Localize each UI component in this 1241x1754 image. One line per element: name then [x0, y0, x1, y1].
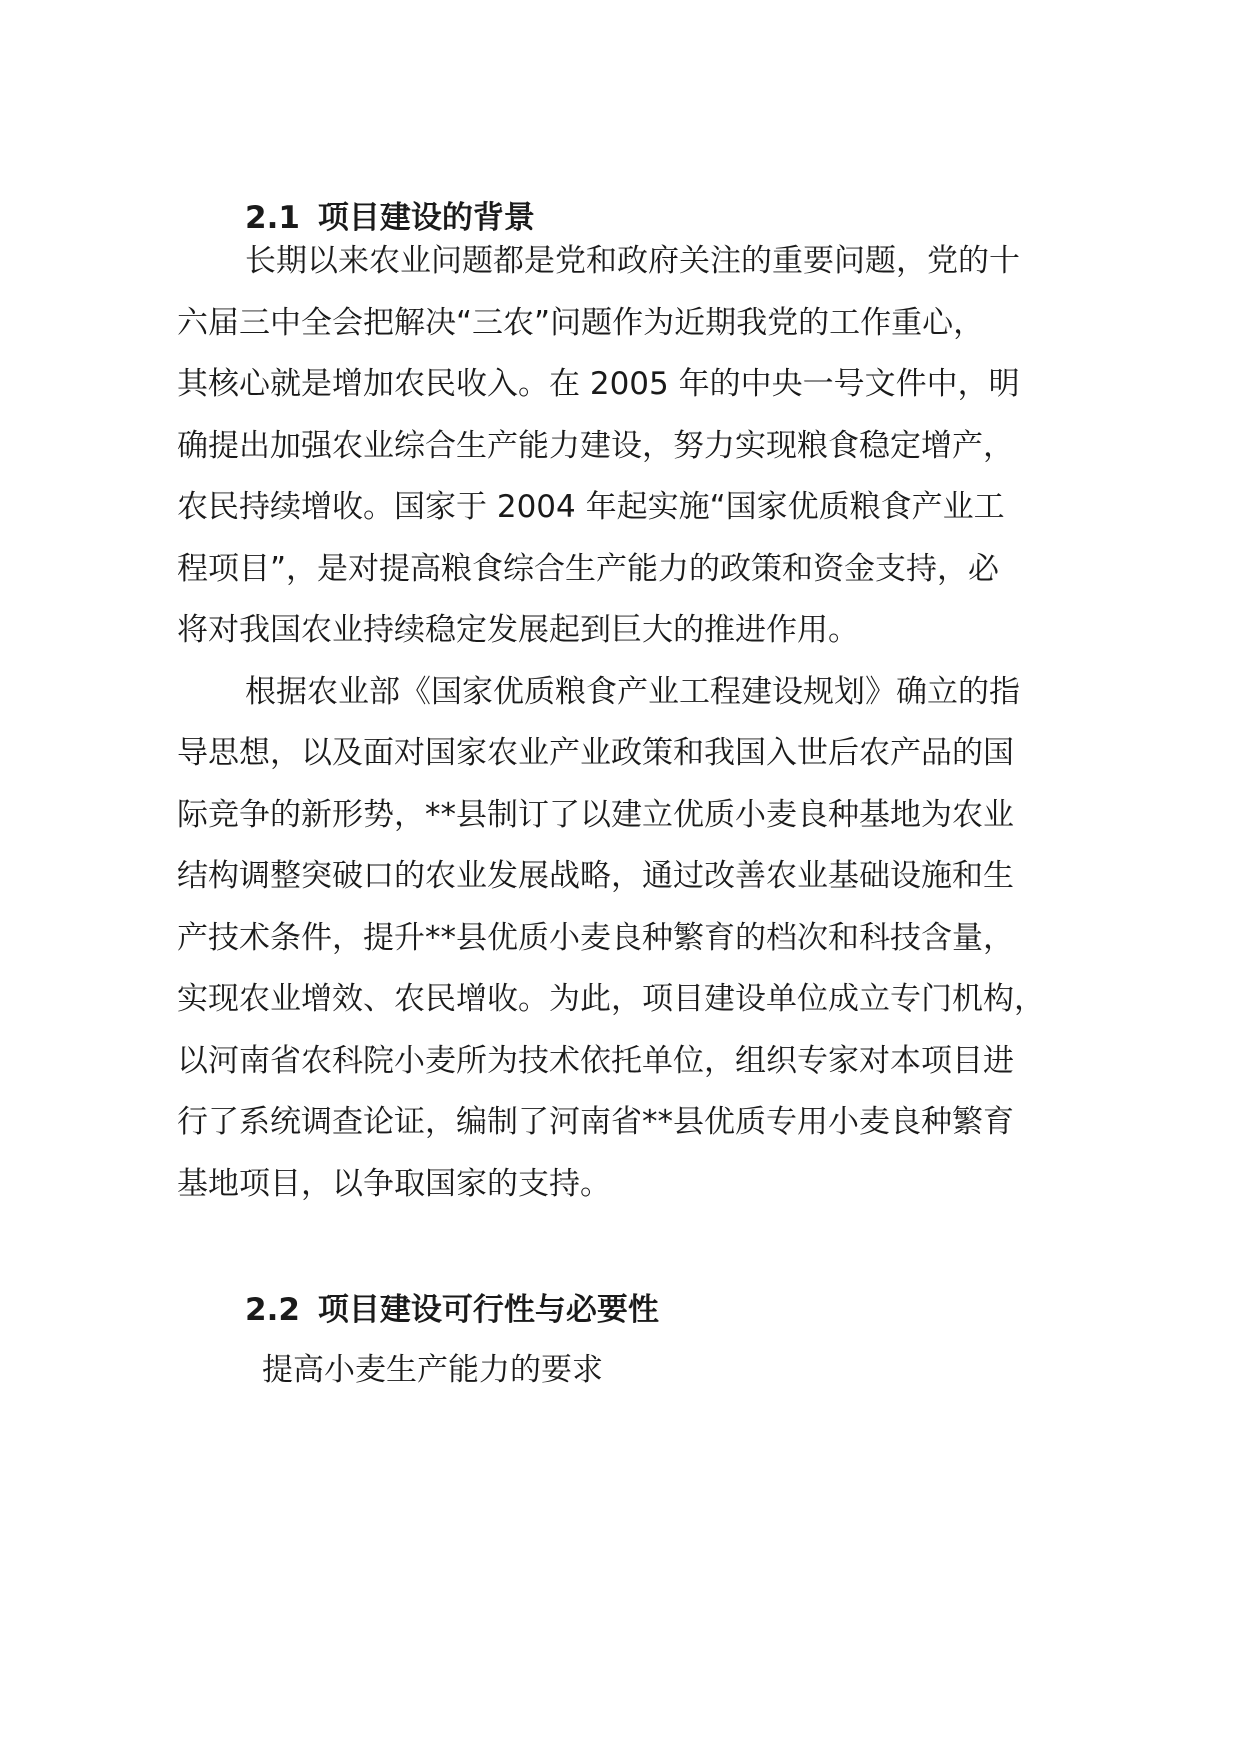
- paragraph-line: 以河南省农科院小麦所为技术依托单位，组织专家对本项目进: [177, 1043, 1014, 1079]
- paragraph-line: 基地项目，以争取国家的支持。: [177, 1166, 611, 1202]
- paragraph-line: 结构调整突破口的农业发展战略，通过改善农业基础设施和生: [177, 858, 1014, 894]
- paragraph-line: 长期以来农业问题都是党和政府关注的重要问题，党的十: [245, 243, 1020, 279]
- paragraph-line: 确提出加强农业综合生产能力建设，努力实现粮食稳定增产，: [177, 428, 1014, 464]
- section-heading-2-1: [245, 198, 535, 238]
- paragraph-line: 行了系统调查论证，编制了河南省**县优质专用小麦良种繁育: [177, 1104, 1014, 1140]
- section-number: 2.1: [245, 200, 300, 236]
- section-heading-2-2: [245, 1290, 659, 1330]
- section-title: 项目建设的背景: [317, 200, 535, 236]
- paragraph-line: 根据农业部《国家优质粮食产业工程建设规划》确立的指: [245, 674, 1020, 710]
- section-number: 2.2: [245, 1292, 300, 1328]
- paragraph-line: 其核心就是增加农民收入。在 2005 年的中央一号文件中，明: [177, 366, 1020, 402]
- paragraph-line: 六届三中全会把解决“三农”问题作为近期我党的工作重心，: [177, 305, 985, 341]
- paragraph-line: 将对我国农业持续稳定发展起到巨大的推进作用。: [177, 612, 859, 648]
- paragraph-line: 导思想，以及面对国家农业产业政策和我国入世后农产品的国: [177, 735, 1014, 771]
- paragraph-line: 产技术条件，提升**县优质小麦良种繁育的档次和科技含量，: [177, 920, 1014, 956]
- paragraph-line: 程项目”，是对提高粮食综合生产能力的政策和资金支持，必: [177, 551, 1000, 587]
- paragraph-line: 实现农业增效、农民增收。为此，项目建设单位成立专门机构，: [177, 981, 1045, 1017]
- paragraph-line: 农民持续增收。国家于 2004 年起实施“国家优质粮食产业工: [177, 489, 1005, 525]
- subsection-item: 提高小麦生产能力的要求: [262, 1352, 603, 1388]
- paragraph-line: 际竞争的新形势，**县制订了以建立优质小麦良种基地为农业: [177, 797, 1014, 833]
- section-title: 项目建设可行性与必要性: [317, 1292, 659, 1328]
